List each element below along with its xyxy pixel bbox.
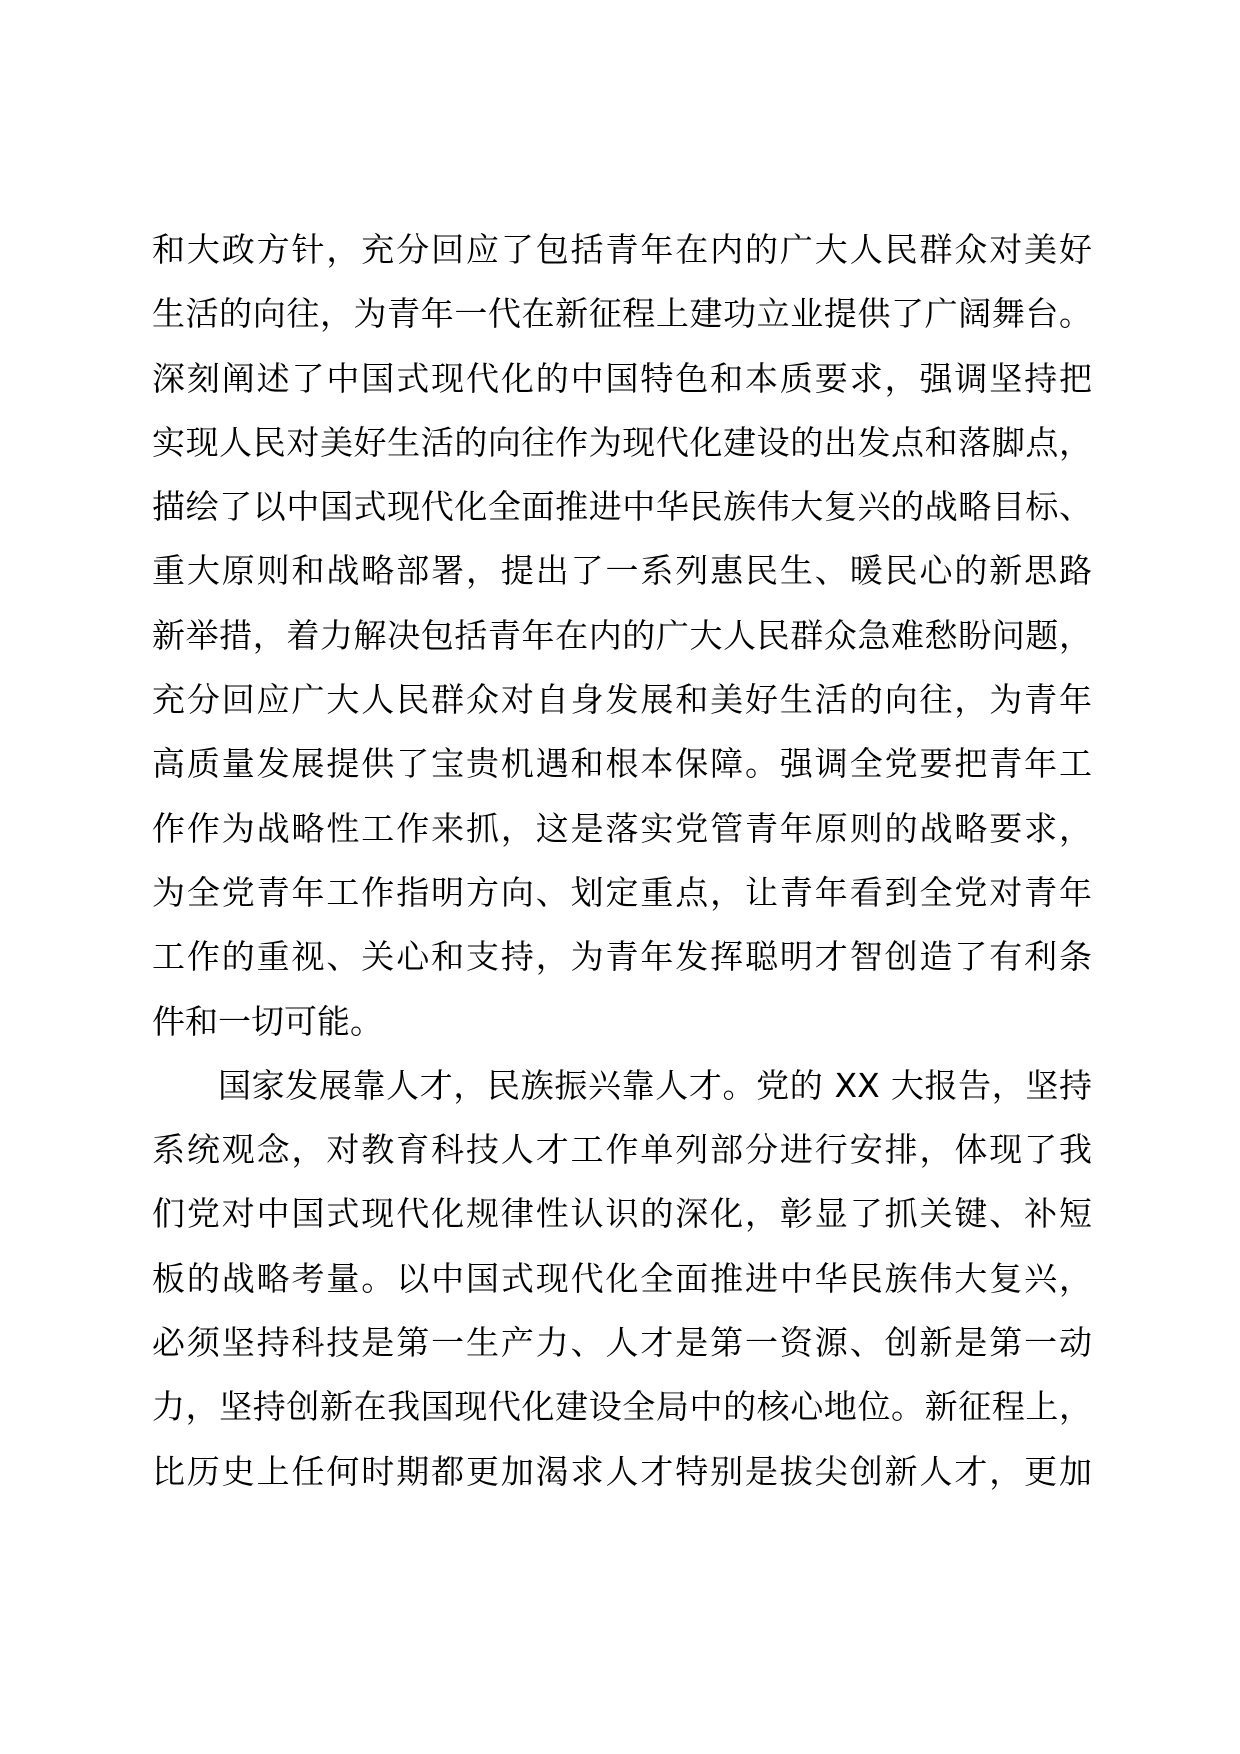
text-line: 力，坚持创新在我国现代化建设全局中的核心地位。新征程上， xyxy=(152,1387,1092,1427)
text-line: 充分回应广大人民群众对自身发展和美好生活的向往，为青年 xyxy=(152,680,1092,720)
text-line: 为全党青年工作指明方向、划定重点，让青年看到全党对青年 xyxy=(152,872,1092,912)
text-line: 国家发展靠人才，民族振兴靠人才。党的 XX 大报告，坚持 xyxy=(218,1065,1092,1105)
text-line: 必须坚持科技是第一生产力、人才是第一资源、创新是第一动 xyxy=(152,1323,1092,1363)
paragraph-1 xyxy=(152,218,1092,1054)
text-line: 件和一切可能。 xyxy=(152,1001,383,1041)
body-text xyxy=(152,218,1092,1504)
text-line: 高质量发展提供了宝贵机遇和根本保障。强调全党要把青年工 xyxy=(152,744,1092,784)
text-line: 描绘了以中国式现代化全面推进中华民族伟大复兴的战略目标、 xyxy=(152,487,1092,527)
text-line: 比历史上任何时期都更加渴求人才特别是拔尖创新人才，更加 xyxy=(152,1451,1092,1491)
text-line: 和大政方针，充分回应了包括青年在内的广大人民群众对美好 xyxy=(152,230,1092,269)
text-line: 深刻阐述了中国式现代化的中国特色和本质要求，强调坚持把 xyxy=(152,358,1092,398)
text-line: 工作的重视、关心和支持，为青年发挥聪明才智创造了有利条 xyxy=(152,937,1092,977)
text-line: 新举措，着力解决包括青年在内的广大人民群众急难愁盼问题， xyxy=(152,615,1092,655)
paragraph-2 xyxy=(152,1054,1092,1504)
text-line: 们党对中国式现代化规律性认识的深化，彰显了抓关键、补短 xyxy=(152,1194,1092,1234)
text-line: 系统观念，对教育科技人才工作单列部分进行安排，体现了我 xyxy=(152,1130,1092,1170)
text-line: 生活的向往，为青年一代在新征程上建功立业提供了广阔舞台。 xyxy=(152,294,1092,334)
text-line: 作作为战略性工作来抓，这是落实党管青年原则的战略要求， xyxy=(152,808,1092,848)
text-line: 实现人民对美好生活的向往作为现代化建设的出发点和落脚点， xyxy=(152,422,1092,462)
text-line: 板的战略考量。以中国式现代化全面推进中华民族伟大复兴， xyxy=(152,1258,1092,1298)
text-line: 重大原则和战略部署，提出了一系列惠民生、暖民心的新思路 xyxy=(152,551,1092,591)
